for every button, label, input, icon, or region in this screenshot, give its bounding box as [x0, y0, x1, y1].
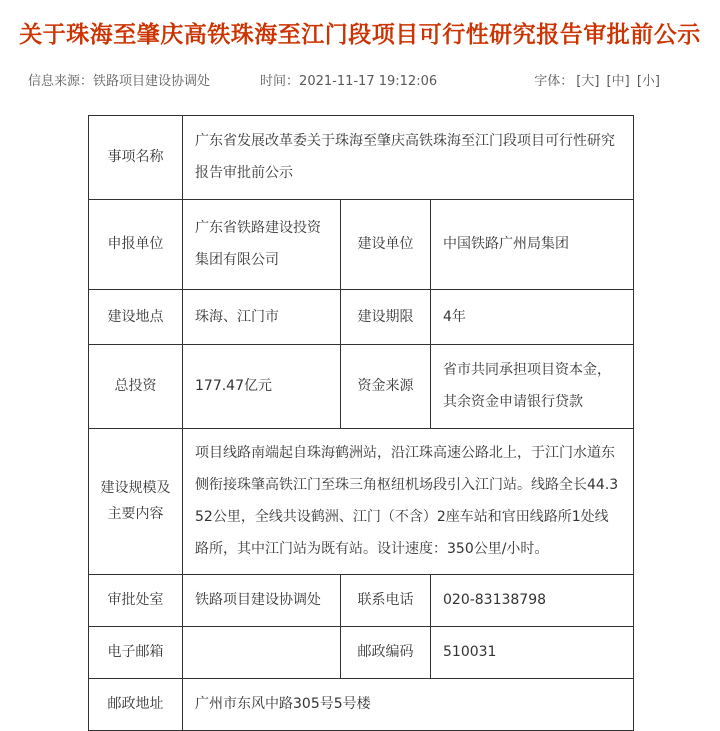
funding-source-label: 资金来源 — [341, 344, 431, 428]
funding-source-value: 省市共同承担项目资本金，其余资金申请银行贷款 — [431, 344, 634, 428]
construction-unit-value: 中国铁路广州局集团 — [431, 199, 634, 289]
font-size-label: 字体： — [534, 73, 574, 89]
location-label: 建设地点 — [89, 289, 183, 344]
contact-phone-value: 020-83138798 — [431, 574, 634, 626]
project-notice-table — [88, 115, 634, 731]
duration-value: 4年 — [431, 289, 634, 344]
table-row-email — [89, 626, 634, 678]
table-row-postal-address — [89, 678, 634, 730]
item-name-value: 广东省发展改革委关于珠海至肇庆高铁珠海至江门段项目可行性研究报告审批前公示 — [183, 115, 634, 199]
font-size-large-link[interactable]: [大] — [576, 73, 600, 89]
scale-content-label: 建设规模及主要内容 — [89, 428, 183, 574]
page-title: 关于珠海至肇庆高铁珠海至江门段项目可行性研究报告审批前公示 — [19, 22, 701, 48]
applicant-value: 广东省铁路建设投资集团有限公司 — [183, 199, 341, 289]
table-row-approval-office — [89, 574, 634, 626]
publish-time-label: 时间： — [260, 73, 300, 89]
font-size-selector — [534, 70, 660, 89]
item-name-label: 事项名称 — [89, 115, 183, 199]
publish-time-value: 2021-11-17 19:12:06 — [299, 73, 438, 89]
email-label: 电子邮箱 — [89, 626, 183, 678]
scale-content-value: 项目线路南端起自珠海鹤洲站，沿江珠高速公路北上，于江门水道东侧衔接珠肇高铁江门至珠三角枢纽机场段引入江门站。线路全长44.352公里，全线共设鹤洲、江门（不含）2座车站和官田线路所1处线路所，其中江门站为既有站。设计速度：350公里/小时。 — [183, 428, 634, 574]
postal-code-value: 510031 — [431, 626, 634, 678]
construction-unit-label: 建设单位 — [341, 199, 431, 289]
postal-code-label: 邮政编码 — [341, 626, 431, 678]
meta-bar — [0, 70, 720, 89]
approval-office-label: 审批处室 — [89, 574, 183, 626]
applicant-label: 申报单位 — [89, 199, 183, 289]
postal-address-label: 邮政地址 — [89, 678, 183, 730]
publish-time — [260, 70, 437, 89]
contact-phone-label: 联系电话 — [341, 574, 431, 626]
duration-label: 建设期限 — [341, 289, 431, 344]
table-row-applicant — [89, 199, 634, 289]
email-value — [183, 626, 341, 678]
table-row-location — [89, 289, 634, 344]
info-source-value: 铁路项目建设协调处 — [93, 73, 211, 89]
info-source-label: 信息来源： — [28, 73, 94, 89]
location-value: 珠海、江门市 — [183, 289, 341, 344]
font-size-medium-link[interactable]: [中] — [606, 73, 630, 89]
postal-address-value: 广州市东风中路305号5号楼 — [183, 678, 634, 730]
font-size-small-link[interactable]: [小] — [636, 73, 660, 89]
info-source — [28, 70, 210, 89]
total-investment-value: 177.47亿元 — [183, 344, 341, 428]
table-row-item-name — [89, 115, 634, 199]
total-investment-label: 总投资 — [89, 344, 183, 428]
table-row-scale-content — [89, 428, 634, 574]
approval-office-value: 铁路项目建设协调处 — [183, 574, 341, 626]
table-row-investment — [89, 344, 634, 428]
